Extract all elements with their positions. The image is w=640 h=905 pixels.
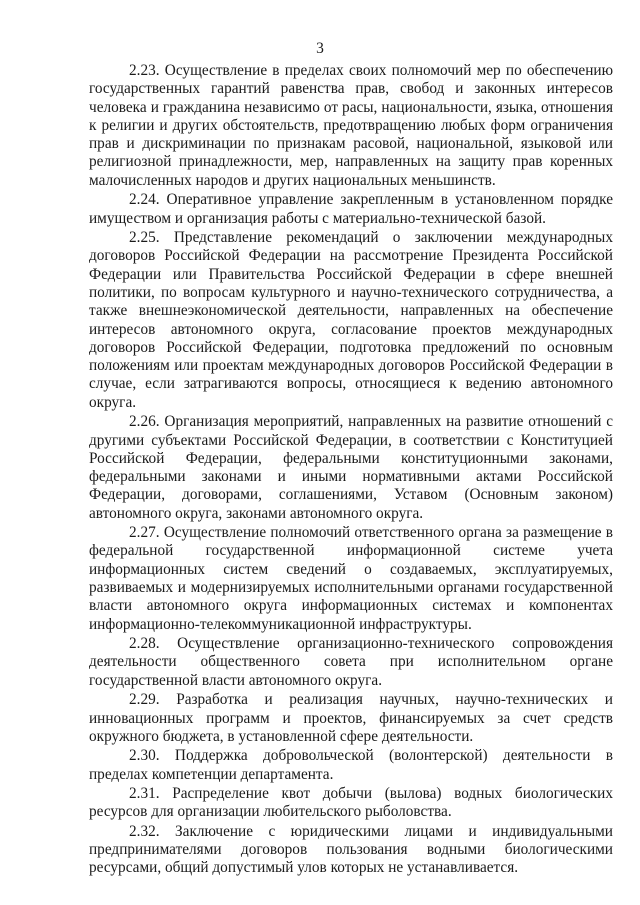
page-number: 3 (316, 40, 324, 57)
paragraph-2-29: 2.29. Разработка и реализация научных, научно-технических и инновационных программ и проектов, финансируемых за счет средств окружного бюджета, в установленной сфере деятельности. (89, 691, 613, 745)
paragraph-2-26: 2.26. Организация мероприятий, направленных на развитие отношений с другими субъектами Российской Федерации, в соответствии с Конституцией Российской Федерации, федеральными конституционными законами, федеральными законами и иными нормативными актами Российской Федерации, договорами, соглашениями, Уставом (Основным законом) автономного округа, законами автономного округа. (89, 413, 613, 522)
paragraph-2-24: 2.24. Оперативное управление закрепленным в установленном порядке имуществом и организация работы с материально-технической базой. (89, 191, 613, 227)
paragraph-2-30: 2.30. Поддержка добровольческой (волонтерской) деятельности в пределах компетенции департамента. (89, 747, 613, 783)
paragraph-2-23: 2.23. Осуществление в пределах своих полномочий мер по обеспечению государственных гарантий равенства прав, свобод и законных интересов человека и гражданина независимо от расы, национальности, языка, отношения к религии и других обстоятельств, предотвращению любых форм ограничения прав и дискриминации по признакам расовой, национальной, языковой или религиозной принадлежности, мер, направленных на защиту прав коренных малочисленных народов и других национальных меньшинств. (89, 62, 613, 189)
paragraph-2-32: 2.32. Заключение с юридическими лицами и индивидуальными предпринимателями договоров пользования водными биологическими ресурсами, общий допустимый улов которых не устанавливается. (89, 822, 613, 877)
paragraph-2-31: 2.31. Распределение квот добычи (вылова) водных биологических ресурсов для организации любительского рыболовства. (89, 785, 613, 821)
paragraph-2-27: 2.27. Осуществление полномочий ответственного органа за размещение в федеральной государственной информационной системе учета информационных систем сведений о создаваемых, эксплуатируемых, развиваемых и модернизируемых исполнительными органами государственной власти автономного округа информационных системах и компонентах информационно-телекоммуникационной инфраструктуры. (89, 524, 613, 633)
paragraph-2-25: 2.25. Представление рекомендаций о заключении международных договоров Российской Федерации на рассмотрение Президента Российской Федерации или Правительства Российской Федерации в сфере внешней политики, по вопросам культурного и научно-технического сотрудничества, а также внешнеэкономической деятельности, направленных на обеспечение интересов автономного округа, согласование проектов международных договоров Российской Федерации, подготовка предложений по основным положениям или проектам международных договоров Российской Федерации в случае, если затрагиваются вопросы, относящиеся к ведению автономного округа. (89, 229, 613, 411)
paragraph-2-28: 2.28. Осуществление организационно-технического сопровождения деятельности общественного совета при исполнительном органе государственной власти автономного округа. (89, 635, 613, 689)
document-body (89, 62, 613, 879)
